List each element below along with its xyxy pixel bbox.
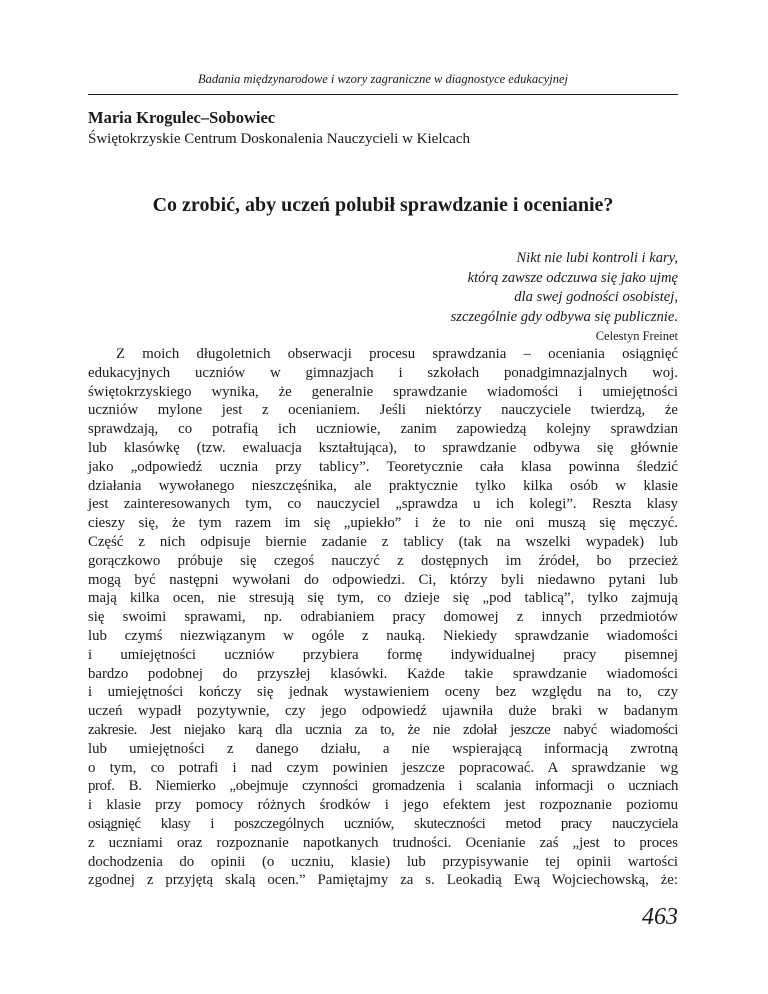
author-name: Maria Krogulec–Sobowiec — [88, 108, 276, 127]
epigraph-line: dla swej godności osobistej, — [514, 289, 678, 306]
body-line: mają kilka ocen, nie stresują się tym, co dzieje się „pod tablicą”, tylko zajmują — [88, 590, 678, 607]
body-line: bardzo podobnej do przyszłej klasówki. Każde takie sprawdzanie wiadomości — [88, 665, 678, 682]
body-line: osiągnięć klasy i poszczególnych uczniów, skuteczności metod pracy nauczyciela — [88, 815, 678, 832]
running-header: Badania międzynarodowe i wzory zagraniczne w diagnostyce edukacyjnej — [198, 72, 568, 86]
body-line: Część z nich odpisuje biernie zadanie z tablicy (tak na wszelki wypadek) lub — [88, 533, 678, 550]
body-line: jako „odpowiedź ucznia przy tablicy”. Teoretycznie cała klasa powinna śledzić — [88, 458, 678, 475]
epigraph-line: szczególnie gdy odbywa się publicznie. — [450, 308, 678, 325]
body-line: się swoimi sprawami, np. odrabianiem pracy domowej z innych przedmiotów — [88, 609, 678, 626]
body-line: edukacyjnych uczniów w gimnazjach i szkołach ponadgimnazjalnych woj. — [88, 364, 678, 381]
header-rule — [88, 94, 678, 95]
body-paragraph — [88, 345, 678, 890]
body-line: i umiejętności kończy się jednak wystawieniem oceny bez względu na to, czy — [88, 684, 678, 701]
body-line: Z moich długoletnich obserwacji procesu sprawdzania – oceniania osiągnięć — [116, 346, 678, 362]
body-line: prof. B. Niemierko „obejmuje czynności gromadzenia i scalania informacji o uczniach — [88, 778, 678, 795]
epigraph-author: Celestyn Freinet — [595, 329, 678, 344]
epigraph-line: którą zawsze odczuwa się jako ujmę — [467, 269, 678, 286]
body-line: i klasie przy pomocy różnych środków i jego efektem jest rozpoznanie poziomu — [88, 797, 678, 814]
body-line: lub klasówkę (tzw. ewaluacja kształtująca), to sprawdzanie odbywa się głównie — [88, 439, 678, 456]
body-line: zgodnej z przyjętą skalą ocen.” Pamiętajmy za s. Leokadią Ewą Wojciechowską, że: — [88, 872, 678, 889]
body-line: mogą być następni wywołani do odpowiedzi. Ci, którzy byli niedawno pytani lub — [88, 571, 678, 588]
body-line: lub czymś niezwiązanym w ogóle z nauką. Niekiedy sprawdzanie wiadomości — [88, 627, 678, 644]
body-line: sprawdzają, co potrafią ich uczniowie, zanim zapowiedzą kolejny sprawdzian — [88, 421, 678, 438]
body-line: świętokrzyskiego wynika, że generalnie sprawdzanie wiadomości i umiejętności — [88, 383, 678, 400]
body-line: o tym, co potrafi i nad czym powinien jeszcze popracować. A sprawdzanie wg — [88, 759, 678, 776]
body-line: i umiejętności uczniów przybiera formę indywidualnej pracy pisemnej — [88, 646, 678, 663]
body-line: lub umiejętności z danego działu, a nie wspierającą informacją zwrotną — [88, 740, 678, 757]
body-line: z uczniami oraz rozpoznanie napotkanych trudności. Ocenianie zaś „jest to proces — [88, 834, 678, 851]
body-line: gorączkowo próbuje się czegoś nauczyć z dostępnych im źródeł, bo przecież — [88, 552, 678, 569]
body-line: dochodzenia do opinii (o uczniu, klasie) lub przypisywanie tej opinii wartości — [88, 853, 678, 870]
epigraph-line: Nikt nie lubi kontroli i kary, — [516, 250, 678, 266]
body-line: cieszy się, że tym razem im się „upiekło” i że to nie oni muszą się męczyć. — [88, 515, 678, 532]
author-affiliation: Świętokrzyskie Centrum Doskonalenia Nauczycieli w Kielcach — [88, 131, 470, 147]
body-line: zakresie. Jest niejako karą dla ucznia za to, że nie zdołał jeszcze nabyć wiadomości — [88, 721, 678, 738]
page-number: 463 — [642, 904, 678, 930]
body-line: uczniów mylone jest z ocenianiem. Jeśli niektórzy nauczyciele twierdzą, że — [88, 402, 678, 419]
body-line: działania wywołanego nieszczęśnika, ale praktycznie tylko kilka osób w klasie — [88, 477, 678, 494]
body-line: jest zainteresowanych tym, co nauczyciel „sprawdza u ich kolegi”. Reszta klasy — [88, 496, 678, 513]
epigraph — [451, 249, 678, 345]
article-title: Co zrobić, aby uczeń polubił sprawdzanie i ocenianie? — [152, 194, 614, 216]
body-line: uczeń wypadł pozytywnie, czy jego odpowiedź ujawniła duże braki w badanym — [88, 703, 678, 720]
